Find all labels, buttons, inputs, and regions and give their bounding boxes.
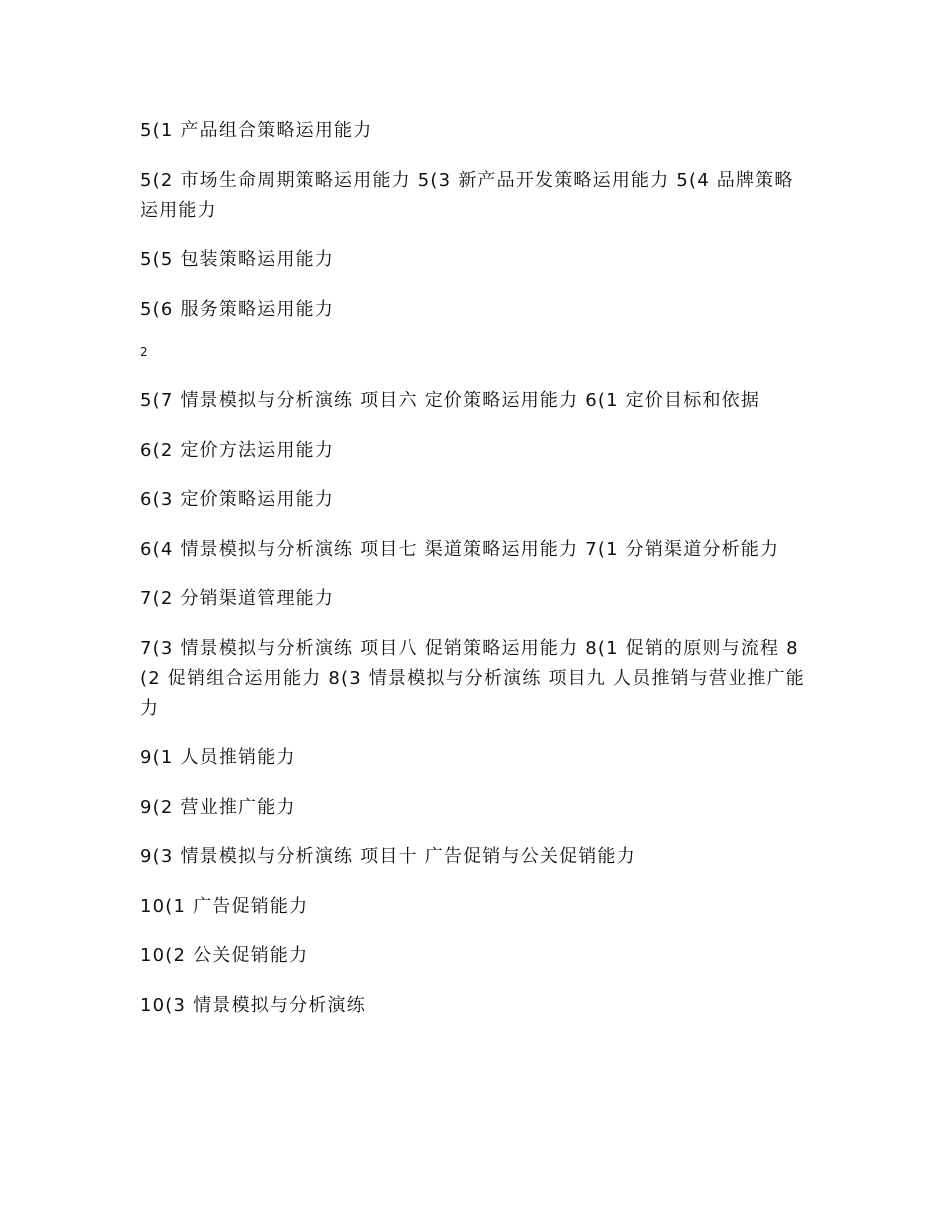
paragraph-6-2: 6(2 定价方法运用能力 bbox=[140, 439, 335, 461]
paragraph-7-2: 7(2 分销渠道管理能力 bbox=[140, 588, 335, 609]
paragraph-9-2: 9(2 营业推广能力 bbox=[140, 796, 296, 818]
paragraph-10-2: 10(2 公关促销能力 bbox=[140, 945, 309, 966]
paragraph-10-3: 10(3 情景模拟与分析演练 bbox=[140, 994, 366, 1016]
page-number: 2 bbox=[140, 345, 148, 359]
paragraph-5-1: 5(1 产品组合策略运用能力 bbox=[140, 120, 373, 141]
document-body bbox=[140, 116, 810, 1040]
paragraph-6-4: 6(4 情景模拟与分析演练 项目七 渠道策略运用能力 7(1 分销渠道分析能力 bbox=[140, 538, 780, 560]
paragraph-5-2: 5(2 市场生命周期策略运用能力 5(3 新产品开发策略运用能力 5(4 品牌策略运用能力 bbox=[140, 169, 794, 221]
paragraph-6-3: 6(3 定价策略运用能力 bbox=[140, 489, 335, 510]
paragraph-9-1: 9(1 人员推销能力 bbox=[140, 747, 296, 768]
paragraph-7-3: 7(3 情景模拟与分析演练 项目八 促销策略运用能力 8(1 促销的原则与流程 8(2 促销组合运用能力 8(3 情景模拟与分析演练 项目九 人员推销与营业推广能力 bbox=[140, 637, 806, 719]
paragraph-5-7: 5(7 情景模拟与分析演练 项目六 定价策略运用能力 6(1 定价目标和依据 bbox=[140, 390, 761, 411]
paragraph-10-1: 10(1 广告促销能力 bbox=[140, 895, 309, 917]
paragraph-5-5: 5(5 包装策略运用能力 bbox=[140, 249, 335, 270]
paragraph-5-6: 5(6 服务策略运用能力 bbox=[140, 298, 335, 320]
paragraph-9-3: 9(3 情景模拟与分析演练 项目十 广告促销与公关促销能力 bbox=[140, 846, 636, 867]
